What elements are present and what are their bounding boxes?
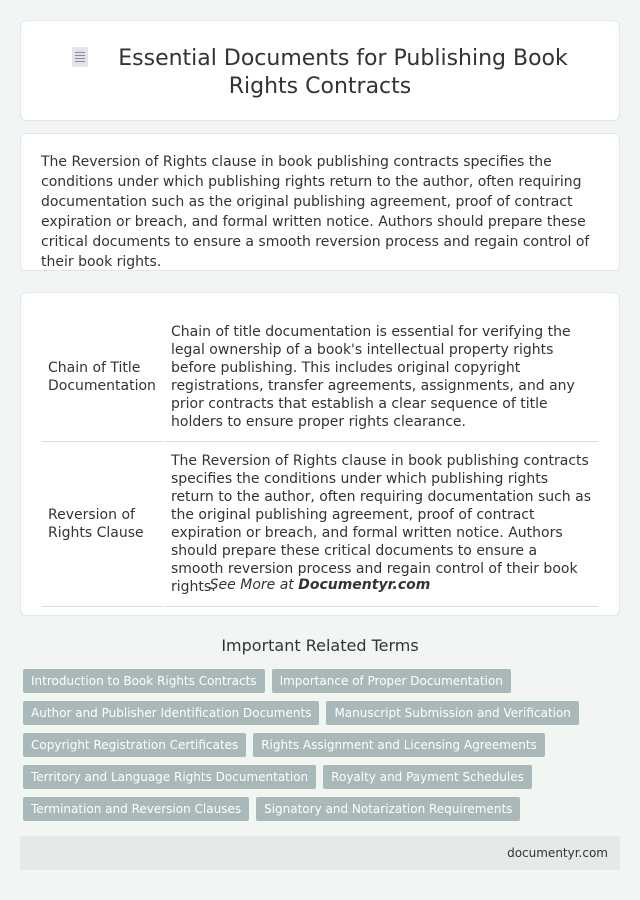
page-title — [41, 45, 599, 101]
see-more-link[interactable] — [21, 577, 619, 593]
term-cell: Reversion of Rights Clause — [42, 442, 164, 607]
related-term-tag[interactable]: Royalty and Payment Schedules — [323, 765, 532, 789]
related-term-tag[interactable]: Author and Publisher Identification Documents — [23, 701, 319, 725]
related-term-tag[interactable]: Copyright Registration Certificates — [23, 733, 246, 757]
see-more-site[interactable]: Documentyr.com — [298, 577, 431, 593]
intro-card — [20, 133, 620, 271]
header-card — [20, 20, 620, 121]
table-row — [42, 313, 598, 442]
description-cell: The Reversion of Rights clause in book publishing contracts specifies the conditions under which publishing rights return to the author, often requiring documentation such as the original publishing agreement, proof of contract expiration or breach, and formal written notice. Authors should prepare these critical documents to ensure a smooth reversion process and regain control of their book rights. — [164, 442, 598, 607]
related-term-tag[interactable]: Importance of Proper Documentation — [272, 669, 511, 693]
footer — [20, 836, 620, 870]
related-terms-list — [23, 669, 623, 821]
related-terms-heading: Important Related Terms — [221, 636, 419, 655]
intro-text: The Reversion of Rights clause in book publishing contracts specifies the conditions under which publishing rights return to the author, often requiring documentation such as the original publishing agreement, proof of contract expiration or breach, and formal written notice. Authors should prepare these critical documents to ensure a smooth reversion process and regain control of their book rights. — [41, 154, 590, 270]
page-title-text: Essential Documents for Publishing Book Rights Contracts — [118, 46, 568, 99]
description-cell: Chain of title documentation is essential for verifying the legal ownership of a book's intellectual property rights before publishing. This includes original copyright registrations, transfer agreements, assignments, and any prior contracts that establish a clear sequence of title holders to ensure proper rights clearance. — [164, 313, 598, 442]
related-term-tag[interactable]: Signatory and Notarization Requirements — [256, 797, 520, 821]
related-term-tag[interactable]: Rights Assignment and Licensing Agreements — [253, 733, 545, 757]
see-more-prefix: See More at — [209, 577, 299, 593]
footer-site[interactable]: documentyr.com — [507, 846, 608, 860]
term-cell: Chain of Title Documentation — [42, 313, 164, 442]
related-term-tag[interactable]: Introduction to Book Rights Contracts — [23, 669, 265, 693]
terms-card — [20, 292, 620, 616]
related-term-tag[interactable]: Termination and Reversion Clauses — [23, 797, 249, 821]
related-term-tag[interactable]: Territory and Language Rights Documentation — [23, 765, 316, 789]
related-term-tag[interactable]: Manuscript Submission and Verification — [326, 701, 578, 725]
document-icon — [72, 47, 88, 67]
terms-table — [42, 313, 598, 607]
